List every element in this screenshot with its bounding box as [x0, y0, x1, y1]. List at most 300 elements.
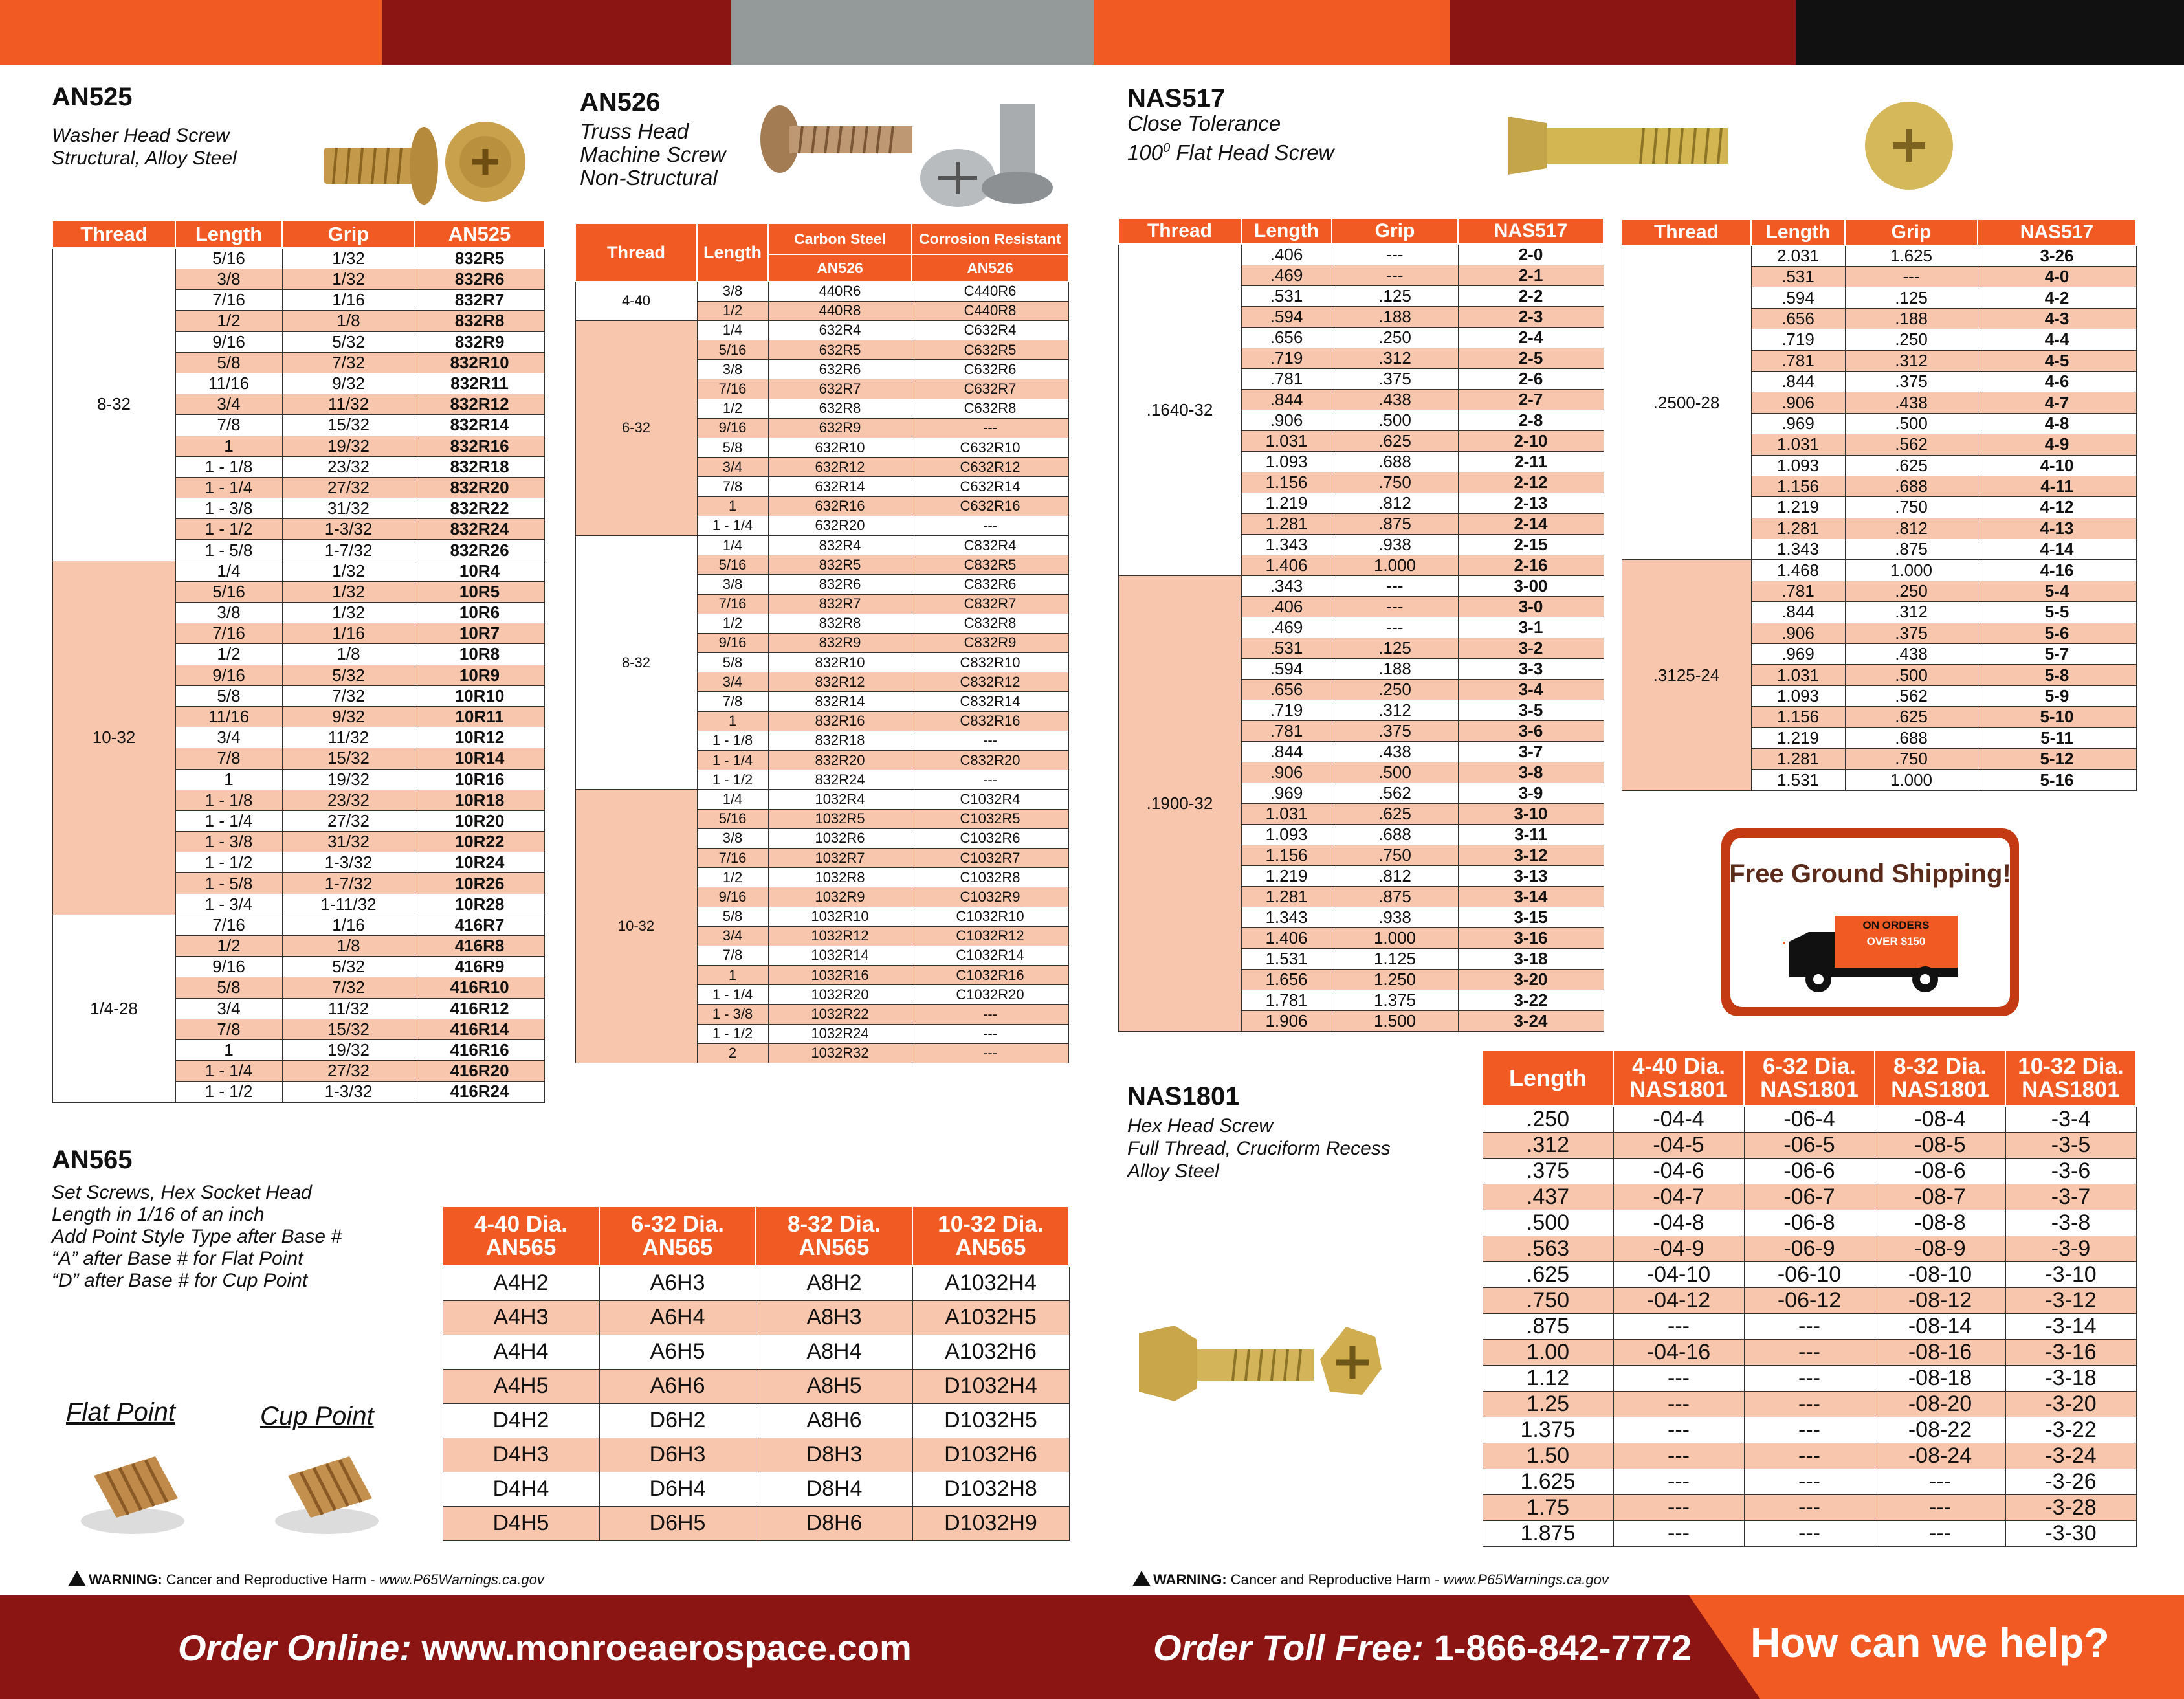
value-cell: 1/32: [282, 581, 415, 602]
part-number-cell: 832R11: [415, 373, 544, 394]
part-number-cell: 10R7: [415, 623, 544, 644]
nas517-right-table: [1621, 219, 2137, 791]
value-cell: -3-8: [2005, 1210, 2136, 1236]
value-cell: -3-10: [2005, 1262, 2136, 1288]
value-cell: ---: [1845, 267, 1978, 287]
order-toll-free[interactable]: Order Toll Free: 1-866-842-7772: [1153, 1627, 1692, 1668]
value-cell: 1/16: [282, 290, 415, 311]
value-cell: .594: [1751, 287, 1845, 308]
value-cell: 19/32: [282, 436, 415, 456]
value-cell: 7/16: [175, 915, 282, 935]
value-cell: -3-9: [2005, 1236, 2136, 1262]
value-cell: .438: [1332, 390, 1458, 410]
value-cell: 1032R10: [768, 907, 912, 926]
value-cell: 5/8: [697, 438, 768, 458]
value-cell: 1 - 3/8: [175, 832, 282, 852]
table-row: [1483, 1417, 2136, 1443]
part-number-cell: 416R9: [415, 957, 544, 977]
value-cell: 5/32: [282, 957, 415, 977]
value-cell: -3-16: [2005, 1340, 2136, 1366]
value-cell: C1032R5: [912, 809, 1068, 828]
value-cell: 632R16: [768, 496, 912, 516]
value-cell: 1.000: [1845, 560, 1978, 581]
value-cell: 1.00: [1483, 1340, 1613, 1366]
value-cell: ---: [912, 731, 1068, 750]
dia-header: 4-40 Dia. NAS1801: [1613, 1050, 1744, 1106]
grip-header: Grip: [282, 221, 415, 248]
value-cell: 1.531: [1241, 949, 1332, 970]
part-number-cell: 10R22: [415, 832, 544, 852]
value-cell: ---: [1332, 244, 1458, 265]
part-number-cell: 4-10: [1978, 455, 2136, 476]
value-cell: 9/32: [282, 706, 415, 727]
value-cell: 1.219: [1241, 493, 1332, 514]
part-number-cell: 10R24: [415, 852, 544, 873]
value-cell: C832R9: [912, 633, 1068, 652]
part-number-cell: D1032H9: [912, 1506, 1069, 1540]
value-cell: 1/2: [175, 936, 282, 957]
value-cell: 1 - 1/2: [175, 1082, 282, 1102]
value-cell: 1/2: [697, 301, 768, 320]
value-cell: 9/16: [175, 665, 282, 685]
value-cell: 1/4: [697, 320, 768, 340]
order-online[interactable]: Order Online: www.monroeaerospace.com: [178, 1627, 912, 1668]
value-cell: .312: [1845, 602, 1978, 623]
value-cell: .625: [1332, 804, 1458, 825]
value-cell: C1032R20: [912, 985, 1068, 1005]
value-cell: 632R4: [768, 320, 912, 340]
value-cell: 1032R5: [768, 809, 912, 828]
value-cell: -08-12: [1875, 1288, 2005, 1314]
part-number-cell: 416R20: [415, 1061, 544, 1082]
value-cell: 1.875: [1483, 1521, 1613, 1547]
value-cell: 1/2: [697, 868, 768, 887]
part-number-cell: 3-2: [1458, 638, 1604, 659]
table-row: [575, 282, 1068, 301]
part-number-cell: 832R10: [415, 352, 544, 373]
value-cell: .469: [1241, 617, 1332, 638]
part-number-cell: 2-16: [1458, 555, 1604, 576]
value-cell: ---: [1744, 1314, 1875, 1340]
value-cell: 1.25: [1483, 1392, 1613, 1417]
part-number-cell: 2-3: [1458, 307, 1604, 328]
part-number-cell: 10R8: [415, 644, 544, 665]
value-cell: 1-11/32: [282, 894, 415, 915]
value-cell: 5/16: [697, 555, 768, 575]
table-row: [443, 1506, 1069, 1540]
value-cell: 632R12: [768, 458, 912, 477]
value-cell: 1.031: [1751, 434, 1845, 455]
table-row: [1483, 1159, 2136, 1184]
value-cell: ---: [1744, 1366, 1875, 1392]
part-number-cell: A8H2: [756, 1266, 912, 1300]
value-cell: 5/8: [175, 685, 282, 706]
value-cell: .875: [1332, 514, 1458, 535]
value-cell: .906: [1751, 623, 1845, 643]
thread-header: Thread: [575, 223, 697, 282]
value-cell: -06-5: [1744, 1133, 1875, 1159]
value-cell: .438: [1845, 392, 1978, 413]
thread-cell: 4-40: [575, 282, 697, 320]
part-number-cell: 5-16: [1978, 770, 2136, 790]
value-cell: .594: [1241, 307, 1332, 328]
value-cell: -06-10: [1744, 1262, 1875, 1288]
value-cell: 632R14: [768, 477, 912, 496]
value-cell: .844: [1241, 742, 1332, 762]
value-cell: C832R16: [912, 711, 1068, 731]
value-cell: 1: [175, 769, 282, 790]
value-cell: 1.625: [1483, 1469, 1613, 1495]
value-cell: -08-14: [1875, 1314, 2005, 1340]
part-number-cell: 3-3: [1458, 659, 1604, 680]
value-cell: 1-3/32: [282, 852, 415, 873]
value-cell: -3-5: [2005, 1133, 2136, 1159]
value-cell: -04-4: [1613, 1106, 1744, 1133]
value-cell: 27/32: [282, 1061, 415, 1082]
thread-cell: 10-32: [575, 790, 697, 1063]
part-number-cell: 416R12: [415, 998, 544, 1019]
table-row: [443, 1300, 1069, 1335]
table-row: [1483, 1236, 2136, 1262]
value-cell: 1.406: [1241, 555, 1332, 576]
value-cell: .250: [1332, 680, 1458, 700]
nas517-left-table: [1118, 217, 1604, 1032]
part-number-cell: 3-16: [1458, 928, 1604, 949]
value-cell: .250: [1483, 1106, 1613, 1133]
value-cell: 1032R24: [768, 1024, 912, 1043]
length-header: Length: [1241, 218, 1332, 244]
flat-head-screw-image: [1508, 97, 1974, 194]
truss-head-screw-image: [751, 97, 1074, 214]
thread-cell: 1/4-28: [52, 915, 175, 1102]
part-number-cell: 10R4: [415, 561, 544, 581]
part-number-cell: 832R16: [415, 436, 544, 456]
table-row: [1118, 244, 1604, 265]
value-cell: 1.093: [1751, 455, 1845, 476]
cup-point-set-screw-image: [265, 1437, 388, 1540]
value-cell: .938: [1332, 535, 1458, 555]
dia-header: 4-40 Dia. AN565: [443, 1206, 599, 1266]
value-cell: C832R12: [912, 672, 1068, 692]
value-cell: 1.12: [1483, 1366, 1613, 1392]
value-cell: ---: [1744, 1521, 1875, 1547]
on-orders-text: ON ORDERS: [1862, 919, 1930, 931]
value-cell: 632R5: [768, 340, 912, 360]
value-cell: 2.031: [1751, 245, 1845, 267]
part-number-cell: A8H3: [756, 1300, 912, 1335]
value-cell: 1 - 1/4: [175, 810, 282, 831]
table-row: [1483, 1340, 2136, 1366]
value-cell: 832R24: [768, 770, 912, 790]
value-cell: 9/16: [175, 331, 282, 352]
value-cell: .750: [1845, 748, 1978, 769]
part-number-cell: 2-0: [1458, 244, 1604, 265]
part-number-cell: 2-6: [1458, 369, 1604, 390]
part-number-cell: D8H3: [756, 1438, 912, 1472]
part-number-cell: 5-8: [1978, 665, 2136, 685]
value-cell: .438: [1845, 644, 1978, 665]
value-cell: 1.656: [1241, 970, 1332, 990]
value-cell: C832R4: [912, 535, 1068, 555]
value-cell: 7/16: [697, 848, 768, 867]
value-cell: .594: [1241, 659, 1332, 680]
part-number-cell: 4-12: [1978, 497, 2136, 518]
flat-point-set-screw-image: [71, 1437, 194, 1540]
value-cell: 1/16: [282, 623, 415, 644]
value-cell: 9/16: [175, 957, 282, 977]
value-cell: 3/4: [175, 394, 282, 415]
value-cell: .375: [1845, 371, 1978, 392]
value-cell: ---: [1744, 1417, 1875, 1443]
value-cell: 1.625: [1845, 245, 1978, 267]
value-cell: 3/4: [175, 727, 282, 748]
value-cell: .781: [1751, 581, 1845, 601]
value-cell: 1.000: [1845, 770, 1978, 790]
value-cell: -06-9: [1744, 1236, 1875, 1262]
value-cell: 1.281: [1241, 887, 1332, 907]
value-cell: ---: [1332, 597, 1458, 617]
value-cell: .562: [1845, 685, 1978, 706]
cup-point-label: Cup Point: [260, 1402, 374, 1430]
value-cell: .500: [1332, 762, 1458, 783]
value-cell: 5/8: [175, 977, 282, 998]
table-row: [1483, 1469, 2136, 1495]
value-cell: 1.406: [1241, 928, 1332, 949]
value-cell: .188: [1845, 308, 1978, 329]
value-cell: 1032R32: [768, 1043, 912, 1063]
value-cell: 9/16: [697, 633, 768, 652]
value-cell: .125: [1332, 638, 1458, 659]
value-cell: C632R8: [912, 399, 1068, 418]
part-number-cell: 3-4: [1458, 680, 1604, 700]
dia-header: 6-32 Dia. NAS1801: [1744, 1050, 1875, 1106]
free-shipping-badge[interactable]: [1721, 828, 2019, 1016]
part-number-cell: 832R14: [415, 415, 544, 436]
part-number-cell: 2-5: [1458, 348, 1604, 369]
value-cell: .750: [1332, 472, 1458, 493]
table-row: [443, 1438, 1069, 1472]
part-number-cell: 5-4: [1978, 581, 2136, 601]
value-cell: .719: [1751, 329, 1845, 350]
value-cell: 832R9: [768, 633, 912, 652]
value-cell: 1.500: [1332, 1011, 1458, 1032]
part-number-cell: 4-7: [1978, 392, 2136, 413]
value-cell: .812: [1332, 493, 1458, 514]
value-cell: 1.375: [1483, 1417, 1613, 1443]
part-number-cell: 3-10: [1458, 804, 1604, 825]
value-cell: 1 - 1/4: [697, 516, 768, 535]
value-cell: C632R4: [912, 320, 1068, 340]
value-cell: .906: [1751, 392, 1845, 413]
value-cell: 1.250: [1332, 970, 1458, 990]
value-cell: -3-24: [2005, 1443, 2136, 1469]
warning-icon: [68, 1571, 86, 1586]
value-cell: 1 - 1/4: [697, 751, 768, 770]
nas517-right-body: [1622, 245, 2136, 790]
value-cell: 1032R7: [768, 848, 912, 867]
value-cell: 1/8: [282, 311, 415, 331]
value-cell: .906: [1241, 410, 1332, 431]
value-cell: 1 - 5/8: [175, 540, 282, 561]
value-cell: 3/4: [175, 998, 282, 1019]
value-cell: C1032R4: [912, 790, 1068, 809]
value-cell: 632R9: [768, 418, 912, 438]
value-cell: 1032R16: [768, 966, 912, 985]
part-number-cell: 832R7: [415, 290, 544, 311]
value-cell: 3/8: [697, 828, 768, 848]
value-cell: ---: [1875, 1495, 2005, 1521]
part-number-cell: 3-7: [1458, 742, 1604, 762]
value-cell: -06-8: [1744, 1210, 1875, 1236]
value-cell: 7/8: [175, 415, 282, 436]
value-cell: 1/2: [175, 644, 282, 665]
part-number-cell: 10R11: [415, 706, 544, 727]
value-cell: 1032R22: [768, 1005, 912, 1024]
part-number-cell: 10R20: [415, 810, 544, 831]
value-cell: 5/16: [697, 809, 768, 828]
part-number-cell: 3-26: [1978, 245, 2136, 267]
value-cell: 1 - 1/2: [175, 852, 282, 873]
value-cell: -08-18: [1875, 1366, 2005, 1392]
value-cell: -3-26: [2005, 1469, 2136, 1495]
part-number-cell: 832R26: [415, 540, 544, 561]
value-cell: -06-4: [1744, 1106, 1875, 1133]
value-cell: 1.281: [1751, 518, 1845, 539]
part-number-cell: A4H2: [443, 1266, 599, 1300]
value-cell: 1/4: [697, 790, 768, 809]
value-cell: 1.468: [1751, 560, 1845, 581]
part-header: AN525: [415, 221, 544, 248]
carbon-steel-header: Carbon Steel: [768, 223, 912, 254]
value-cell: 1032R4: [768, 790, 912, 809]
value-cell: 1 - 1/4: [697, 985, 768, 1005]
value-cell: .343: [1241, 576, 1332, 597]
value-cell: 632R7: [768, 379, 912, 399]
part-number-cell: 5-6: [1978, 623, 2136, 643]
value-cell: 31/32: [282, 498, 415, 519]
phone-link[interactable]: 1-866-842-7772: [1433, 1627, 1692, 1668]
value-cell: .375: [1483, 1159, 1613, 1184]
part-number-cell: 3-6: [1458, 721, 1604, 742]
value-cell: .656: [1241, 328, 1332, 348]
value-cell: .531: [1241, 638, 1332, 659]
value-cell: 19/32: [282, 769, 415, 790]
value-cell: 1.156: [1751, 707, 1845, 727]
value-cell: -08-5: [1875, 1133, 2005, 1159]
value-cell: .375: [1332, 721, 1458, 742]
value-cell: C832R8: [912, 614, 1068, 633]
value-cell: 1.031: [1241, 431, 1332, 452]
part-number-cell: 5-12: [1978, 748, 2136, 769]
top-color-bar: [0, 0, 2184, 65]
value-cell: 27/32: [282, 477, 415, 498]
value-cell: 1-3/32: [282, 1082, 415, 1102]
value-cell: 5/32: [282, 331, 415, 352]
value-cell: ---: [1875, 1469, 2005, 1495]
value-cell: ---: [1744, 1469, 1875, 1495]
dia-header: 6-32 Dia. AN565: [599, 1206, 756, 1266]
value-cell: C1032R10: [912, 907, 1068, 926]
value-cell: C440R6: [912, 282, 1068, 301]
part-number-cell: 2-11: [1458, 452, 1604, 472]
part-number-cell: 4-4: [1978, 329, 2136, 350]
value-cell: .250: [1845, 581, 1978, 601]
part-number-cell: D4H2: [443, 1403, 599, 1438]
value-cell: .750: [1332, 845, 1458, 866]
how-can-we-help[interactable]: How can we help?: [1750, 1619, 2110, 1666]
website-link[interactable]: www.monroeaerospace.com: [421, 1627, 912, 1668]
part-number-cell: 2-4: [1458, 328, 1604, 348]
value-cell: 1032R8: [768, 868, 912, 887]
value-cell: .531: [1241, 286, 1332, 307]
part-number-cell: 3-15: [1458, 907, 1604, 928]
value-cell: -04-10: [1613, 1262, 1744, 1288]
footer-bar: [0, 1595, 2184, 1699]
table-row: [52, 561, 544, 581]
value-cell: -06-7: [1744, 1184, 1875, 1210]
value-cell: .781: [1241, 721, 1332, 742]
value-cell: 1/4: [175, 561, 282, 581]
part-number-cell: 416R24: [415, 1082, 544, 1102]
part-number-cell: D4H5: [443, 1506, 599, 1540]
value-cell: ---: [1613, 1314, 1744, 1340]
value-cell: 1: [697, 496, 768, 516]
an525-body: [52, 248, 544, 1102]
value-cell: 1.219: [1241, 866, 1332, 887]
length-header: Length: [1751, 219, 1845, 245]
value-cell: ---: [1332, 265, 1458, 286]
value-cell: 1 - 1/2: [697, 1024, 768, 1043]
value-cell: C440R8: [912, 301, 1068, 320]
value-cell: 1.219: [1751, 727, 1845, 748]
value-cell: ---: [1613, 1443, 1744, 1469]
dia-header: 10-32 Dia. AN565: [912, 1206, 1069, 1266]
value-cell: C832R7: [912, 594, 1068, 614]
nas1801-description: Hex Head Screw Full Thread, Cruciform Recess Alloy Steel: [1127, 1115, 1391, 1182]
value-cell: -04-7: [1613, 1184, 1744, 1210]
part-number-cell: 5-11: [1978, 727, 2136, 748]
value-cell: 1/32: [282, 603, 415, 623]
part-number-cell: 3-24: [1458, 1011, 1604, 1032]
value-cell: .500: [1845, 665, 1978, 685]
value-cell: C1032R9: [912, 887, 1068, 907]
value-cell: 1/32: [282, 269, 415, 290]
table-row: [443, 1266, 1069, 1300]
value-cell: 1032R14: [768, 946, 912, 965]
an565-description: Set Screws, Hex Socket Head Length in 1/16 of an inch Add Point Style Type after Base # “A” after Base # for Flat Point “D” after Base # for Cup Point: [52, 1182, 342, 1291]
value-cell: 832R8: [768, 614, 912, 633]
value-cell: ---: [1613, 1495, 1744, 1521]
value-cell: -3-12: [2005, 1288, 2136, 1314]
value-cell: .312: [1332, 348, 1458, 369]
value-cell: 1.031: [1241, 804, 1332, 825]
value-cell: 832R20: [768, 751, 912, 770]
value-cell: 15/32: [282, 748, 415, 769]
warning-left: WARNING: Cancer and Reproductive Harm - www.P65Warnings.ca.gov: [68, 1571, 544, 1588]
value-cell: 1.000: [1332, 555, 1458, 576]
value-cell: 3/4: [697, 672, 768, 692]
value-cell: .688: [1845, 727, 1978, 748]
table-row: [443, 1335, 1069, 1369]
thread-cell: 6-32: [575, 320, 697, 535]
value-cell: 1-3/32: [282, 519, 415, 540]
value-cell: .250: [1845, 329, 1978, 350]
part-number-cell: 3-0: [1458, 597, 1604, 617]
value-cell: .875: [1483, 1314, 1613, 1340]
value-cell: 3/4: [697, 458, 768, 477]
value-cell: 1-7/32: [282, 540, 415, 561]
nas517-title: NAS517: [1127, 84, 1226, 113]
